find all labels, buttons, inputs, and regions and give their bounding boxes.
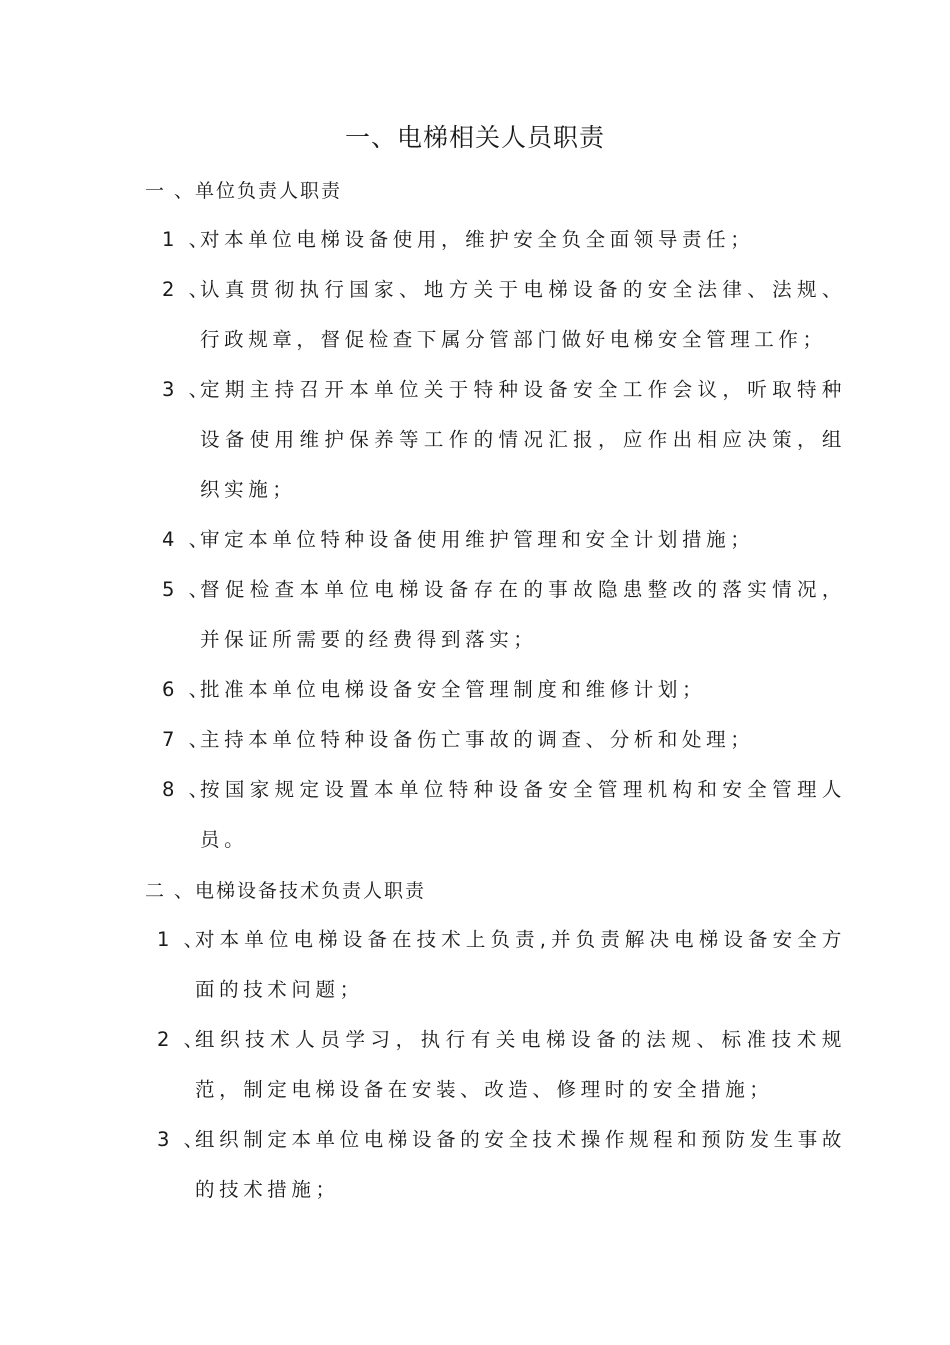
- item-number: 5 、: [162, 578, 213, 601]
- item-number: 3 、: [162, 378, 213, 401]
- item-number: 7 、: [162, 728, 213, 751]
- list-item: [162, 765, 846, 865]
- item-number: 8 、: [162, 778, 213, 801]
- item-number: 2 、: [162, 278, 213, 301]
- list-item: [162, 365, 846, 515]
- item-text: 对本单位电梯设备使用，维护安全负全面领导责任；: [200, 228, 755, 251]
- item-text: 批准本单位电梯设备安全管理制度和维修计划；: [200, 678, 707, 701]
- list-item: [162, 515, 846, 565]
- item-text: 组织制定本单位电梯设备的安全技术操作规程和预防发生事故的技术措施；: [195, 1128, 846, 1201]
- list-item: [157, 1015, 846, 1115]
- item-text: 督促检查本单位电梯设备存在的事故隐患整改的落实情况，并保证所需要的经费得到落实；: [200, 578, 846, 651]
- item-number: 3 、: [157, 1128, 208, 1151]
- document-title: 一、电梯相关人员职责: [344, 123, 605, 152]
- item-number: 1 、: [157, 928, 208, 951]
- item-text: 认真贯彻执行国家、地方关于电梯设备的安全法律、法规、行政规章，督促检查下属分管部门做好电梯安全管理工作；: [200, 278, 846, 351]
- list-item: [157, 1115, 846, 1215]
- item-text: 组织技术人员学习，执行有关电梯设备的法规、标准技术规范，制定电梯设备在安装、改造、修理时的安全措施；: [195, 1028, 846, 1101]
- item-text: 对本单位电梯设备在技术上负责,并负责解决电梯设备安全方面的技术问题；: [195, 928, 846, 1001]
- item-text: 按国家规定设置本单位特种设备安全管理机构和安全管理人员。: [200, 778, 846, 851]
- item-number: 4 、: [162, 528, 213, 551]
- list-item: [157, 915, 846, 1015]
- list-item: [162, 715, 846, 765]
- item-number: 6 、: [162, 678, 213, 701]
- item-number: 1 、: [162, 228, 213, 251]
- item-number: 2 、: [157, 1028, 208, 1051]
- item-text: 定期主持召开本单位关于特种设备安全工作会议，听取特种设备使用维护保养等工作的情况汇报，应作出相应决策，组织实施；: [200, 378, 846, 501]
- item-text: 审定本单位特种设备使用维护管理和安全计划措施；: [200, 528, 755, 551]
- item-text: 主持本单位特种设备伤亡事故的调查、分析和处理；: [200, 728, 755, 751]
- section-heading: 一 、单位负责人职责: [145, 180, 343, 202]
- list-item: [162, 265, 846, 365]
- list-item: [162, 215, 846, 265]
- list-item: [162, 665, 846, 715]
- list-item: [162, 565, 846, 665]
- section-heading: 二 、电梯设备技术负责人职责: [145, 880, 427, 902]
